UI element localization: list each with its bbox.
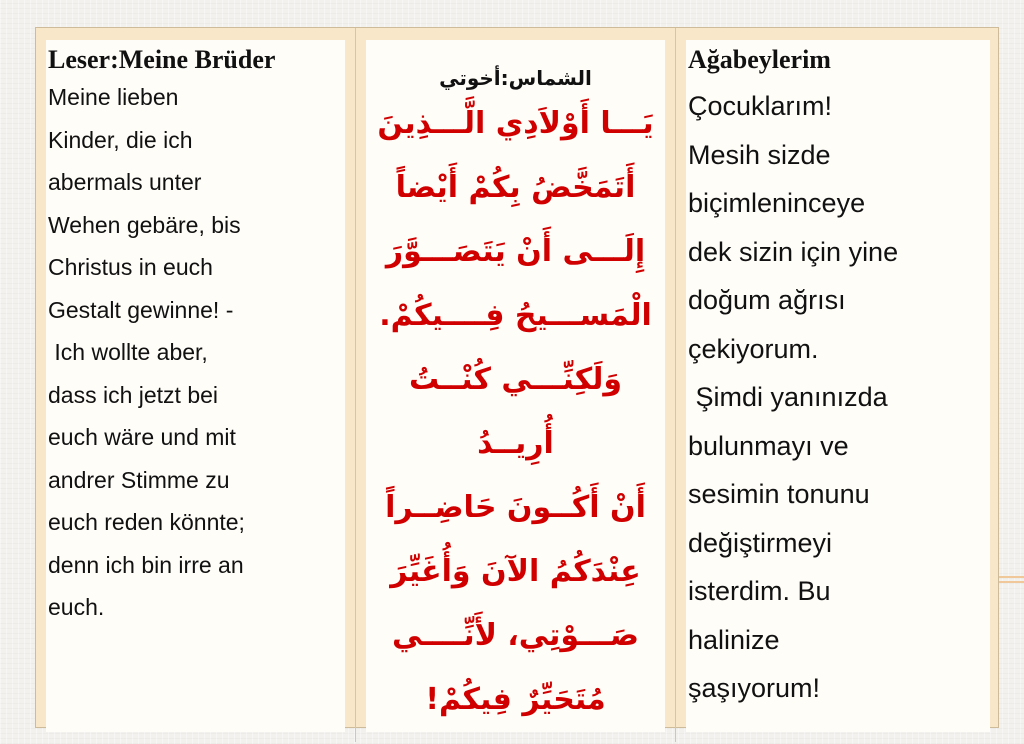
text-line: çekiyorum. bbox=[688, 333, 819, 364]
translation-table bbox=[35, 27, 999, 728]
table-cell-german bbox=[36, 28, 356, 742]
text-line: Gestalt gewinne! - bbox=[48, 296, 234, 323]
cell-body-arabic bbox=[366, 92, 665, 732]
cell-body-turkish bbox=[688, 82, 990, 713]
text-line: halinize bbox=[688, 624, 780, 655]
cell-body-german bbox=[48, 76, 345, 629]
text-line: şaşıyorum! bbox=[688, 673, 821, 703]
text-line: dass ich jetzt bei bbox=[48, 381, 219, 408]
text-line: denn ich bin irre an bbox=[48, 551, 244, 578]
text-line: andrer Stimme zu bbox=[48, 466, 230, 493]
text-line: Wehen gebäre, bis bbox=[48, 211, 241, 238]
text-line: الْمَســـيحُ فِــــيكُمْ. bbox=[379, 298, 652, 333]
text-line: isterdim. Bu bbox=[688, 576, 831, 606]
text-line: أَنْ أَكُــونَ حَاضِــراً bbox=[385, 490, 646, 525]
table-cell-arabic bbox=[356, 28, 676, 742]
cell-heading-arabic: الشماس:أخوتي bbox=[439, 66, 592, 90]
text-line: يَـــا أَوْلاَدِي الَّـــذِينَ bbox=[377, 106, 654, 141]
text-line: أَتَمَخَّضُ بِكُمْ أَيْضاً bbox=[395, 170, 636, 205]
text-line: euch. bbox=[48, 594, 105, 620]
text-line: صَـــوْتِي، لأَنِّــــي bbox=[392, 618, 639, 653]
text-line: euch wäre und mit bbox=[48, 424, 236, 450]
text-line: Şimdi yanınızda bbox=[688, 382, 888, 412]
text-line: Kinder, die ich bbox=[48, 126, 193, 153]
text-line: Meine lieben bbox=[48, 84, 179, 110]
text-line: değiştirmeyi bbox=[688, 527, 833, 558]
text-line: abermals unter bbox=[48, 169, 202, 195]
text-line: dek sizin için yine bbox=[688, 236, 899, 267]
text-line: Çocuklarım! bbox=[688, 91, 833, 121]
text-line: doğum ağrısı bbox=[688, 285, 846, 315]
cell-heading-german: Leser:Meine Brüder bbox=[48, 45, 276, 74]
text-line: Mesih sizde bbox=[688, 139, 831, 170]
text-line: sesimin tonunu bbox=[688, 479, 870, 509]
text-line: إِلَـــى أَنْ يَتَصَـــوَّرَ bbox=[385, 234, 646, 269]
text-line: bulunmayı ve bbox=[688, 430, 849, 461]
cell-heading-turkish: Ağabeylerim bbox=[688, 45, 831, 74]
text-line: biçimleninceye bbox=[688, 188, 866, 218]
text-line: وَلَكِنِّـــي كُنْــتُ أُرِيــدُ bbox=[408, 362, 623, 461]
text-line: euch reden könnte; bbox=[48, 509, 245, 535]
text-line: Christus in euch bbox=[48, 254, 213, 280]
text-line: Ich wollte aber, bbox=[48, 339, 208, 365]
text-line: عِنْدَكُمُ الآنَ وَأُغَيِّرَ bbox=[390, 554, 641, 589]
text-line: مُتَحَيِّرٌ فِيكُمْ! bbox=[425, 682, 606, 717]
table-cell-turkish bbox=[676, 28, 1000, 742]
